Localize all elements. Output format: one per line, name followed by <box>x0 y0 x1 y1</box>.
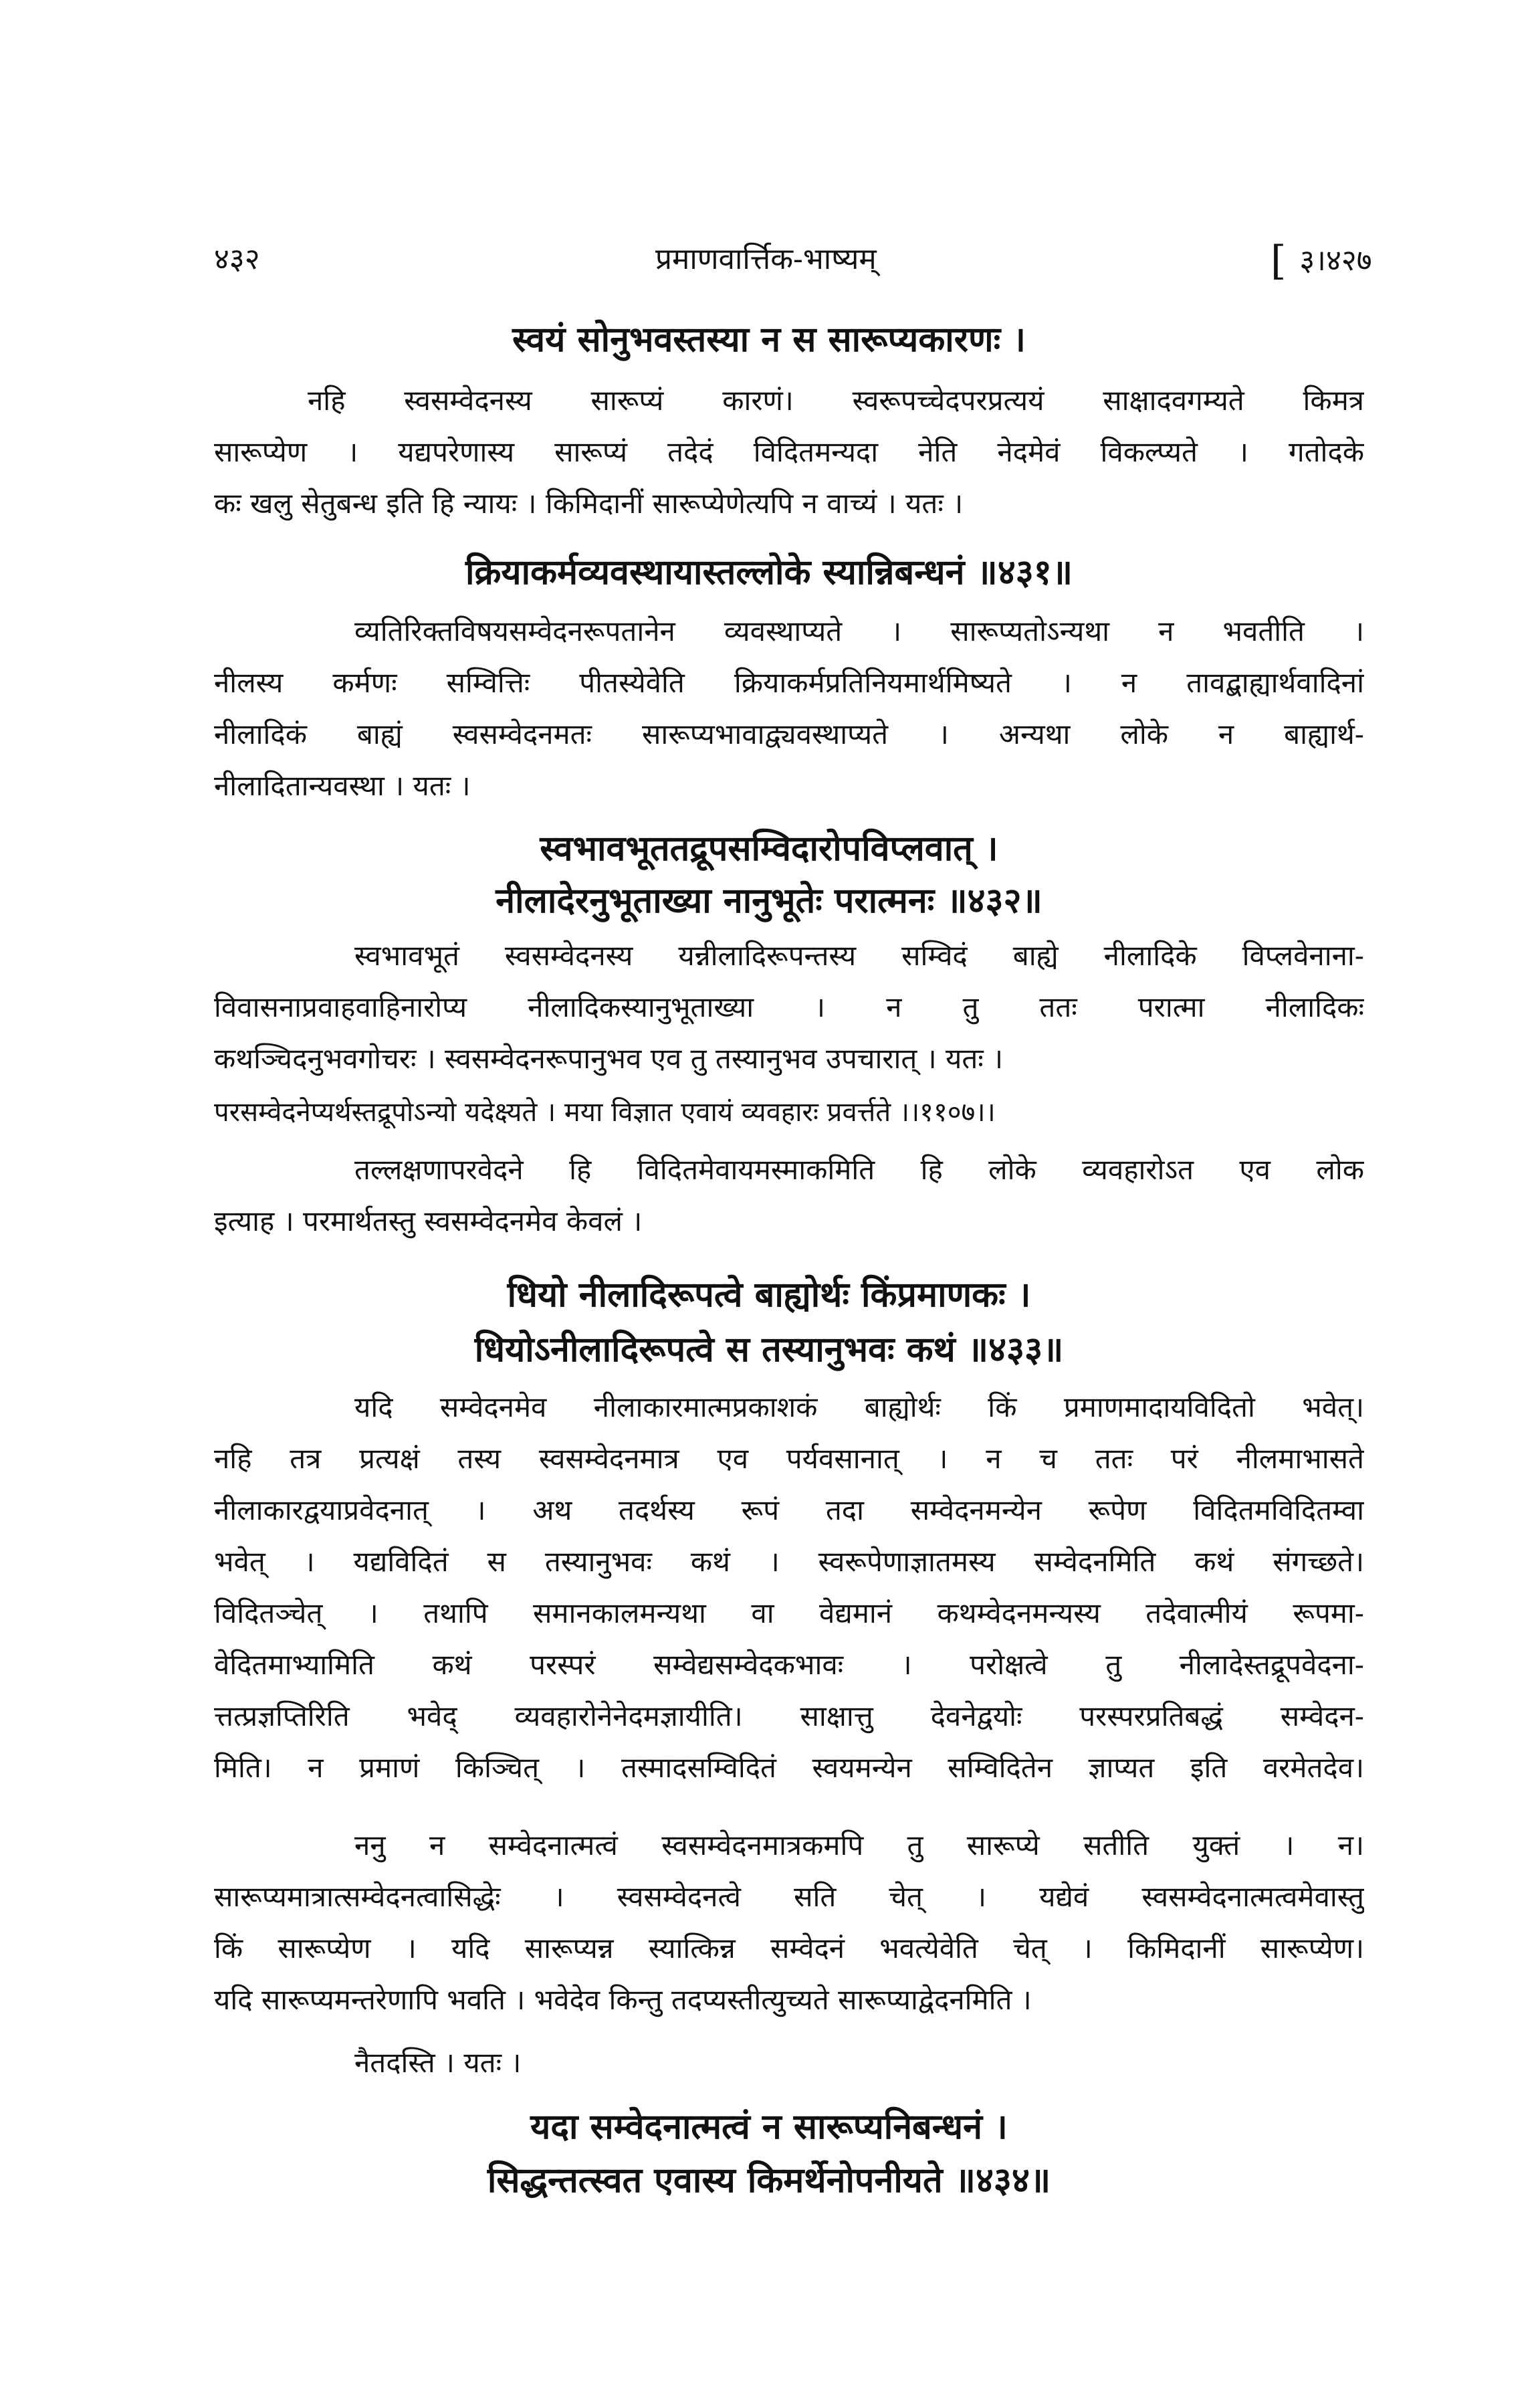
text-line: व्यतिरिक्तविषयसम्वेदनरूपतानेन व्यवस्थाप्यते । सारूप्यतोऽन्यथा न भवतीति । <box>354 615 1364 647</box>
text-line: विदितञ्चेत् । तथापि समानकालमन्यथा वा वेद्यमानं कथम्वेदनमन्यस्य तदेवात्मीयं रूपमा- <box>214 1597 1364 1629</box>
karika-verse-431 <box>0 547 1538 595</box>
text-line: कथञ्चिदनुभवगोचरः । स्वसम्वेदनरूपानुभव एव तु तस्यानुभव उपचारात् । यतः । <box>214 1042 1004 1075</box>
karika-verse-1 <box>0 314 1538 362</box>
reference-bracket: [ <box>1271 237 1287 284</box>
text-line: नहि स्वसम्वेदनस्य सारूप्यं कारणं। स्वरूपच्चेदपरप्रत्ययं साक्षादवगम्यते किमत्र <box>308 384 1364 417</box>
reference-number: ३।४२७ <box>1299 243 1372 278</box>
text-line: तल्लक्षणापरवेदने हि विदितमेवायमस्माकमिति हि लोके व्यवहारोऽत एव लोक <box>354 1153 1364 1186</box>
commentary-paragraph-6 <box>214 1819 1364 2025</box>
text-line: नीलादितान्यवस्था । यतः । <box>214 769 471 802</box>
karika-verse-433 <box>0 1268 1538 1377</box>
verse-line: स्वभावभूततद्रूपसम्विदारोपविप्लवात् । <box>540 828 998 869</box>
commentary-paragraph-5 <box>214 1381 1364 1793</box>
text-line: नहि तत्र प्रत्यक्षं तस्य स्वसम्वेदनमात्र एव पर्यवसानात् । न च ततः परं नीलमाभासते <box>214 1442 1364 1475</box>
section-reference <box>1271 237 1372 284</box>
text-line: स्वभावभूतं स्वसम्वेदनस्य यन्नीलादिरूपन्तस्य सम्विदं बाह्ये नीलादिके विप्लवेनाना- <box>354 939 1364 972</box>
verse-line: यदा सम्वेदनात्मत्वं न सारूप्यनिबन्धनं । <box>530 2106 1008 2147</box>
karika-verse-434 <box>0 2100 1538 2207</box>
text-line: इत्याह । परमार्थतस्तु स्वसम्वेदनमेव केवलं । <box>214 1205 643 1237</box>
commentary-paragraph-4 <box>214 1144 1364 1247</box>
commentary-paragraph-3 <box>214 930 1364 1084</box>
text-line: यदि सारूप्यमन्तरेणापि भवति । भवेदेव किन्तु तदप्यस्तीत्युच्यते सारूप्याद्वेदनमिति । <box>214 1983 1032 2016</box>
commentary-paragraph-7 <box>214 2037 1364 2088</box>
verse-line: स्वयं सोनुभवस्तस्या न स सारूप्यकारणः । <box>512 319 1026 360</box>
text-line: सारूप्यमात्रात्सम्वेदनत्वासिद्धेः । स्वसम्वेदनत्वे सति चेत् । यद्येवं स्वसम्वेदनात्मत्वमेवास्तु <box>214 1880 1364 1913</box>
commentary-paragraph-2 <box>214 605 1364 811</box>
commentary-paragraph-1 <box>214 375 1364 529</box>
verse-line: क्रियाकर्मव्यवस्थायास्तल्लोके स्यान्निबन्धनं ॥४३१॥ <box>465 552 1073 593</box>
text-line: भवेत् । यद्यविदितं स तस्यानुभवः कथं । स्वरूपेणाज्ञातमस्य सम्वेदनमिति कथं संगच्छते। <box>214 1545 1364 1578</box>
running-title: प्रमाणवार्त्तिक-भाष्यम् <box>655 242 877 276</box>
verse-line: नीलादेरनुभूताख्या नानुभूतेः परात्मनः ॥४३२॥ <box>496 880 1042 921</box>
text-line: नीलादिकं बाह्यं स्वसम्वेदनमतः सारूप्यभावाद्व्यवस्थाप्यते । अन्यथा लोके न बाह्यार्थ- <box>214 718 1364 750</box>
verse-line: धियो नीलादिरूपत्वे बाह्योर्थः किंप्रमाणकः । <box>507 1274 1031 1315</box>
text-line: सारूप्येण । यद्यपरेणास्य सारूप्यं तदेदं विदितमन्यदा नेति नेदमेवं विकल्प्यते । गतोदके <box>214 435 1364 468</box>
text-line: वेदितमाभ्यामिति कथं परस्परं सम्वेद्यसम्वेदकभावः । परोक्षत्वे तु नीलादेस्तद्रूपवेदना- <box>214 1648 1364 1681</box>
karika-verse-432 <box>0 823 1538 927</box>
verse-line: सिद्धन्तत्स्वत एवास्य किमर्थेनोपनीयते ॥४३४॥ <box>487 2160 1051 2201</box>
quoted-verse-1107 <box>214 1087 1364 1138</box>
text-line: त्तत्प्रज्ञप्तिरिति भवेद् व्यवहारोनेनेदमज्ञायीति। साक्षात्तु देवनेद्वयोः परस्परप्रतिबद्धं सम्वेदन- <box>214 1700 1364 1732</box>
text-line: मिति। न प्रमाणं किञ्चित् । तस्मादसम्विदितं स्वयमन्येन सम्विदितेन ज्ञाप्यत इति वरमेतदेव। <box>214 1751 1364 1784</box>
text-line: परसम्वेदनेप्यर्थस्तद्रूपोऽन्यो यदेक्ष्यते । मया विज्ञात एवायं व्यवहारः प्रवर्त्तते ।।११०७।। <box>214 1097 996 1128</box>
page-number: ४३२ <box>214 242 260 276</box>
text-line: विवासनाप्रवाहवाहिनारोप्य नीलादिकस्यानुभूताख्या । न तु ततः परात्मा नीलादिकः <box>214 991 1364 1023</box>
text-line: कः खलु सेतुबन्ध इति हि न्यायः । किमिदानीं सारूप्येणेत्यपि न वाच्यं । यतः । <box>214 487 964 520</box>
text-line: नीलाकारद्वयाप्रवेदनात् । अथ तदर्थस्य रूपं तदा सम्वेदनमन्येन रूपेण विदितमविदितम्वा <box>214 1494 1364 1526</box>
text-line: किं सारूप्येण । यदि सारूप्यन्न स्यात्किन्न सम्वेदनं भवत्येवेति चेत् । किमिदानीं सारूप्येण। <box>214 1932 1364 1965</box>
text-line: यदि सम्वेदनमेव नीलाकारमात्मप्रकाशकं बाह्योर्थः किं प्रमाणमादायविदितो भवेत्। <box>354 1391 1364 1423</box>
verse-line: धियोऽनीलादिरूपत्वे स तस्यानुभवः कथं ॥४३३॥ <box>474 1329 1064 1370</box>
text-line: ननु न सम्वेदनात्मत्वं स्वसम्वेदनमात्रकमपि तु सारूप्ये सतीति युक्तं । न। <box>354 1829 1364 1862</box>
text-line: नीलस्य कर्मणः सम्वित्तिः पीतस्येवेति क्रियाकर्मप्रतिनियमार्थमिष्यते । न तावद्बाह्यार्थवादिनां <box>214 666 1364 699</box>
text-line: नैतदस्ति । यतः । <box>354 2046 522 2079</box>
